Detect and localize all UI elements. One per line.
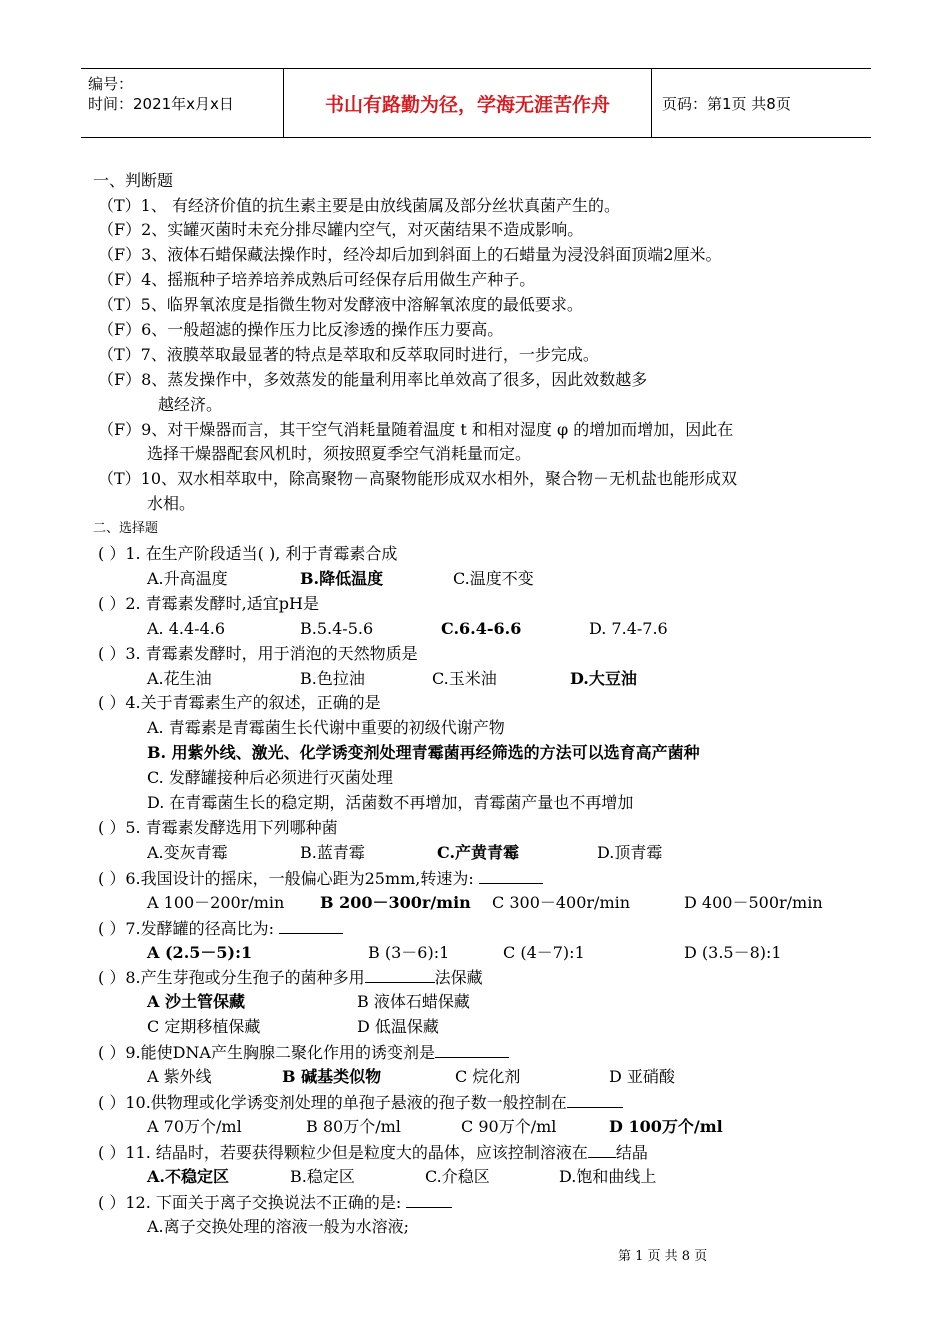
- question-6-text: ( ）6.我国设计的摇床，一般偏心距为25mm,转速为:: [98, 869, 474, 888]
- question-7-text: ( ）7.发酵罐的径高比为:: [98, 919, 274, 938]
- option-answer: D 100万个/ml: [609, 1117, 723, 1136]
- answer-blank: [567, 1091, 623, 1108]
- question-9-text: ( ）9.能使DNA产生胸腺二聚化作用的诱变剂是: [98, 1043, 435, 1062]
- header-motto: 书山有路勤为径，学海无涯苦作舟: [284, 69, 652, 137]
- judgement-item: （F）4、摇瓶种子培养培养成熟后可经保存后用做生产种子。: [98, 270, 536, 289]
- judgement-item: （F）9、对干燥器而言，其干空气消耗量随着温度 t 和相对湿度 φ 的增加而增加，因此在: [98, 420, 734, 439]
- option: D. 在青霉菌生长的稳定期，活菌数不再增加，青霉菌产量也不再增加: [147, 793, 634, 812]
- answer-blank: [479, 867, 543, 884]
- judgement-item-continued: 水相。: [147, 494, 196, 513]
- option: C 烷化剂: [455, 1067, 521, 1086]
- header-page-number: 页码：第1页 共8页: [662, 94, 791, 113]
- section-title-choice: 二、选择题: [93, 521, 159, 536]
- option: A 100－200r/min: [147, 893, 285, 912]
- option-answer: C.产黄青霉: [437, 843, 520, 862]
- question-10-text: ( ）10.供物理或化学诱变剂处理的单孢子悬液的孢子数一般控制在: [98, 1093, 567, 1112]
- option: D 亚硝酸: [609, 1067, 675, 1086]
- judgement-item: （T）5、临界氧浓度是指微生物对发酵液中溶解氧浓度的最低要求。: [98, 295, 583, 314]
- judgement-item: （F）6、一般超滤的操作压力比反渗透的操作压力要高。: [98, 320, 504, 339]
- option: B.5.4-5.6: [300, 619, 374, 638]
- question-11-text: ( ）11. 结晶时，若要获得颗粒少但是粒度大的晶体，应该控制溶液在: [98, 1143, 588, 1162]
- header-meta-cell: [81, 69, 284, 137]
- question-11-tail: 结晶: [615, 1143, 648, 1162]
- option: C. 发酵罐接种后必须进行灭菌处理: [147, 768, 393, 787]
- option: C (4－7):1: [503, 943, 585, 962]
- question-2: ( ）2. 青霉素发酵时,适宜pH是: [98, 594, 319, 613]
- judgement-item: （F）3、液体石蜡保藏法操作时，经冷却后加到斜面上的石蜡量为浸没斜面顶端2厘米。: [98, 245, 722, 264]
- option: A 紫外线: [147, 1067, 212, 1086]
- document-header: [81, 68, 871, 138]
- option-answer: A (2.5－5):1: [147, 943, 253, 962]
- question-3: ( ）3. 青霉素发酵时，用于消泡的天然物质是: [98, 644, 418, 663]
- question-1: ( ）1. 在生产阶段适当( ), 利于青霉素合成: [98, 544, 398, 563]
- option-answer: B.降低温度: [300, 569, 384, 588]
- question-6: [98, 867, 543, 890]
- option: C.介稳区: [425, 1167, 490, 1186]
- question-12-text: ( ）12. 下面关于离子交换说法不正确的是:: [98, 1193, 402, 1212]
- option: C 300－400r/min: [492, 893, 631, 912]
- judgement-item: （T）10、双水相萃取中，除高聚物－高聚物能形成双水相外，聚合物－无机盐也能形成双: [98, 469, 738, 488]
- question-7: [98, 917, 343, 940]
- option-answer: B 碱基类似物: [282, 1067, 382, 1086]
- option: A.花生油: [147, 669, 212, 688]
- answer-blank: [279, 917, 343, 934]
- option: A.升高温度: [147, 569, 228, 588]
- judgement-item: （F）8、蒸发操作中，多效蒸发的能量利用率比单效高了很多，因此效数越多: [98, 370, 648, 389]
- question-8-text: ( ）8.产生芽孢或分生孢子的菌种多用: [98, 968, 365, 987]
- option: A. 青霉素是青霉菌生长代谢中重要的初级代谢产物: [147, 718, 505, 737]
- option: A.离子交换处理的溶液一般为水溶液;: [147, 1217, 410, 1236]
- option: D 400－500r/min: [684, 893, 823, 912]
- option-answer: A.不稳定区: [147, 1167, 229, 1186]
- option: B.蓝青霉: [300, 843, 365, 862]
- option-answer: C.6.4-6.6: [441, 619, 522, 638]
- option: D. 7.4-7.6: [589, 619, 668, 638]
- judgement-item: （T）1、 有经济价值的抗生素主要是由放线菌属及部分丝状真菌产生的。: [98, 196, 620, 215]
- option: B.稳定区: [290, 1167, 355, 1186]
- option: A 70万个/ml: [147, 1117, 242, 1136]
- section-title-judgement: 一、判断题: [93, 171, 174, 190]
- option: B 液体石蜡保藏: [357, 992, 470, 1011]
- option: B 80万个/ml: [306, 1117, 401, 1136]
- question-9: [98, 1041, 509, 1064]
- option: C.温度不变: [453, 569, 534, 588]
- option-answer: D.大豆油: [570, 669, 637, 688]
- option-answer: B. 用紫外线、激光、化学诱变剂处理青霉菌再经筛选的方法可以选育高产菌种: [147, 743, 700, 762]
- option: B.色拉油: [300, 669, 365, 688]
- option: D.饱和曲线上: [559, 1167, 657, 1186]
- option: D 低温保藏: [357, 1017, 439, 1036]
- option: A.变灰青霉: [147, 843, 228, 862]
- question-11: [98, 1141, 648, 1164]
- question-10: [98, 1091, 623, 1114]
- option: C 定期移植保藏: [147, 1017, 261, 1036]
- judgement-item: （F）2、实罐灭菌时未充分排尽罐内空气，对灭菌结果不造成影响。: [98, 220, 584, 239]
- option: C 90万个/ml: [461, 1117, 557, 1136]
- option: C.玉米油: [432, 669, 497, 688]
- document-number-label: 编号：: [88, 75, 134, 93]
- answer-blank: [406, 1191, 452, 1208]
- option: B (3－6):1: [368, 943, 450, 962]
- option-answer: A 沙土管保藏: [147, 992, 245, 1011]
- option: A. 4.4-4.6: [147, 619, 226, 638]
- answer-blank: [588, 1141, 616, 1158]
- judgement-item-continued: 选择干燥器配套风机时，须按照夏季空气消耗量而定。: [147, 444, 532, 463]
- answer-blank: [435, 1041, 509, 1058]
- answer-blank: [365, 966, 435, 983]
- question-8: [98, 966, 483, 989]
- option: D.顶青霉: [597, 843, 663, 862]
- question-4: ( ）4.关于青霉素生产的叙述，正确的是: [98, 693, 381, 712]
- document-date-label: 时间：2021年x月x日: [88, 95, 234, 113]
- question-8-tail: 法保藏: [434, 968, 483, 987]
- option: D (3.5－8):1: [684, 943, 782, 962]
- judgement-item: （T）7、液膜萃取最显著的特点是萃取和反萃取同时进行，一步完成。: [98, 345, 599, 364]
- option-answer: B 200－300r/min: [320, 893, 471, 912]
- page-footer: 第 1 页 共 8 页: [618, 1249, 708, 1264]
- judgement-item-continued: 越经济。: [158, 395, 223, 414]
- question-5: ( ）5. 青霉素发酵选用下列哪种菌: [98, 818, 338, 837]
- question-12: [98, 1191, 452, 1214]
